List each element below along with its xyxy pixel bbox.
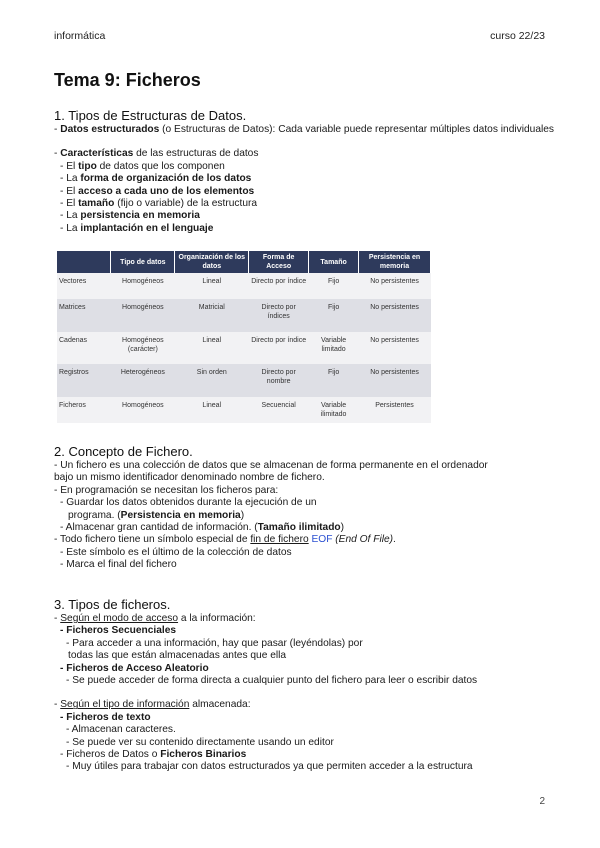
table-header-row: [57, 251, 431, 273]
table-cell: Fijo: [309, 364, 359, 397]
intro-bold: Datos estructurados: [60, 124, 160, 135]
paragraph-line: - Este símbolo es el último de la colección de datos: [60, 546, 292, 558]
table-cell: Variable ilimitado: [309, 397, 359, 423]
data-structures-table: [57, 251, 431, 423]
eof-term: fin de fichero: [250, 534, 309, 546]
list-item: - El acceso a cada uno de los elementos: [60, 185, 255, 197]
paragraph-line: - Ficheros de Datos o Ficheros Binarios: [60, 749, 247, 761]
table-cell: No persistentes: [359, 299, 431, 332]
table-cell: Homogéneos: [111, 299, 175, 332]
paragraph-line: - Marca el final del fichero: [60, 559, 177, 571]
paragraph-line: - Almacenan caracteres.: [66, 724, 176, 736]
car-rest: de las estructuras de datos: [133, 148, 259, 160]
table-cell: Lineal: [175, 397, 249, 423]
page-title: Tema 9: Ficheros: [54, 70, 201, 90]
characteristics-line: [54, 148, 554, 160]
paragraph-line: programa. (Persistencia en memoria): [68, 509, 245, 521]
intro-prefix: -: [54, 124, 61, 135]
table-cell: Directo por índice: [249, 332, 309, 364]
table-cell: Matrices: [57, 299, 111, 332]
section-2-heading: 2. Concepto de Fichero.: [54, 444, 193, 459]
car-prefix: -: [54, 148, 61, 160]
table-cell: Vectores: [57, 273, 111, 299]
table-cell: Directo por índices: [249, 299, 309, 332]
section-3: [54, 597, 554, 774]
intro-rest: (o Estructuras de Datos): Cada variable puede representar múltiples datos individuales: [159, 124, 555, 135]
table-cell: Matricial: [175, 299, 249, 332]
table-cell: Homogéneos (carácter): [111, 332, 175, 364]
table-row: [57, 397, 431, 423]
list-item: - La implantación en el lenguaje: [60, 222, 214, 234]
section-2: [54, 444, 554, 572]
paragraph-line: - Se puede acceder de forma directa a cualquier punto del fichero para leer o escribir datos: [66, 675, 478, 687]
section-3-heading: 3. Tipos de ficheros.: [54, 597, 171, 612]
paragraph-line: - Ficheros de Acceso Aleatorio: [60, 662, 209, 674]
table-header-cell: Persistencia en memoria: [359, 251, 431, 273]
header-subject: informática: [54, 30, 106, 42]
table-cell: Sin orden: [175, 364, 249, 397]
table-cell: Registros: [57, 364, 111, 397]
section-1: [54, 108, 554, 235]
list-item: - El tipo de datos que los componen: [60, 160, 225, 172]
list-item: - La persistencia en memoria: [60, 210, 200, 222]
paragraph-line: - Ficheros Secuenciales: [60, 625, 177, 637]
paragraph-line: - Muy útiles para trabajar con datos estructurados ya que permiten acceder a la estructura: [66, 761, 473, 773]
table-cell: Lineal: [175, 273, 249, 299]
paragraph-line: todas las que están almacenadas antes que ella: [68, 650, 287, 662]
table-cell: Directo por nombre: [249, 364, 309, 397]
table-header-cell: [57, 251, 111, 273]
table-cell: No persistentes: [359, 332, 431, 364]
paragraph-line: - Almacenar gran cantidad de información. (Tamaño ilimitado): [60, 522, 345, 534]
paragraph-line: - Todo fichero tiene un símbolo especial de fin de fichero EOF (End Of File).: [54, 534, 396, 546]
paragraph-line: - En programación se necesitan los ficheros para:: [54, 484, 279, 496]
paragraph-line: bajo un mismo identificador denominado nombre de fichero.: [54, 472, 325, 484]
table-row: [57, 364, 431, 397]
table-cell: Variable limitado: [309, 332, 359, 364]
section-1-heading: 1. Tipos de Estructuras de Datos.: [54, 108, 247, 123]
paragraph-line: - Para acceder a una información, hay que pasar (leyéndolas) por: [66, 637, 363, 649]
table-header-cell: Tamaño: [309, 251, 359, 273]
list-item: - La forma de organización de los datos: [60, 173, 252, 185]
table-cell: Secuencial: [249, 397, 309, 423]
paragraph-line: - Se puede ver su contenido directamente usando un editor: [66, 736, 334, 748]
paragraph-line: - Según el modo de acceso a la información:: [54, 613, 256, 624]
table-cell: Lineal: [175, 332, 249, 364]
header-course: curso 22/23: [490, 30, 545, 42]
table-cell: Homogéneos: [111, 397, 175, 423]
table-row: [57, 332, 431, 364]
table-cell: Fijo: [309, 299, 359, 332]
table-cell: Homogéneos: [111, 273, 175, 299]
table-cell: Heterogéneos: [111, 364, 175, 397]
paragraph-line: - Según el tipo de información almacenada:: [54, 699, 251, 711]
table-cell: Cadenas: [57, 332, 111, 364]
table-cell: Ficheros: [57, 397, 111, 423]
table-cell: Directo por índice: [249, 273, 309, 299]
table-cell: Fijo: [309, 273, 359, 299]
table-cell: No persistentes: [359, 364, 431, 397]
page-number: 2: [539, 796, 545, 807]
car-bold: Características: [60, 148, 134, 160]
table-header-cell: Organización de los datos: [175, 251, 249, 273]
table-header-cell: Forma de Acceso: [249, 251, 309, 273]
table-cell: No persistentes: [359, 273, 431, 299]
section-1-intro: [54, 124, 554, 136]
table-row: [57, 299, 431, 332]
table-row: [57, 273, 431, 299]
paragraph-line: - Ficheros de texto: [60, 711, 151, 723]
list-item: - El tamaño (fijo o variable) de la estructura: [60, 198, 258, 210]
table-header-cell: Tipo de datos: [111, 251, 175, 273]
paragraph-line: - Un fichero es una colección de datos que se almacenan de forma permanente en el ordenador: [54, 460, 488, 471]
paragraph-line: - Guardar los datos obtenidos durante la ejecución de un: [60, 497, 317, 509]
table-cell: Persistentes: [359, 397, 431, 423]
eof-keyword: EOF: [308, 534, 333, 546]
